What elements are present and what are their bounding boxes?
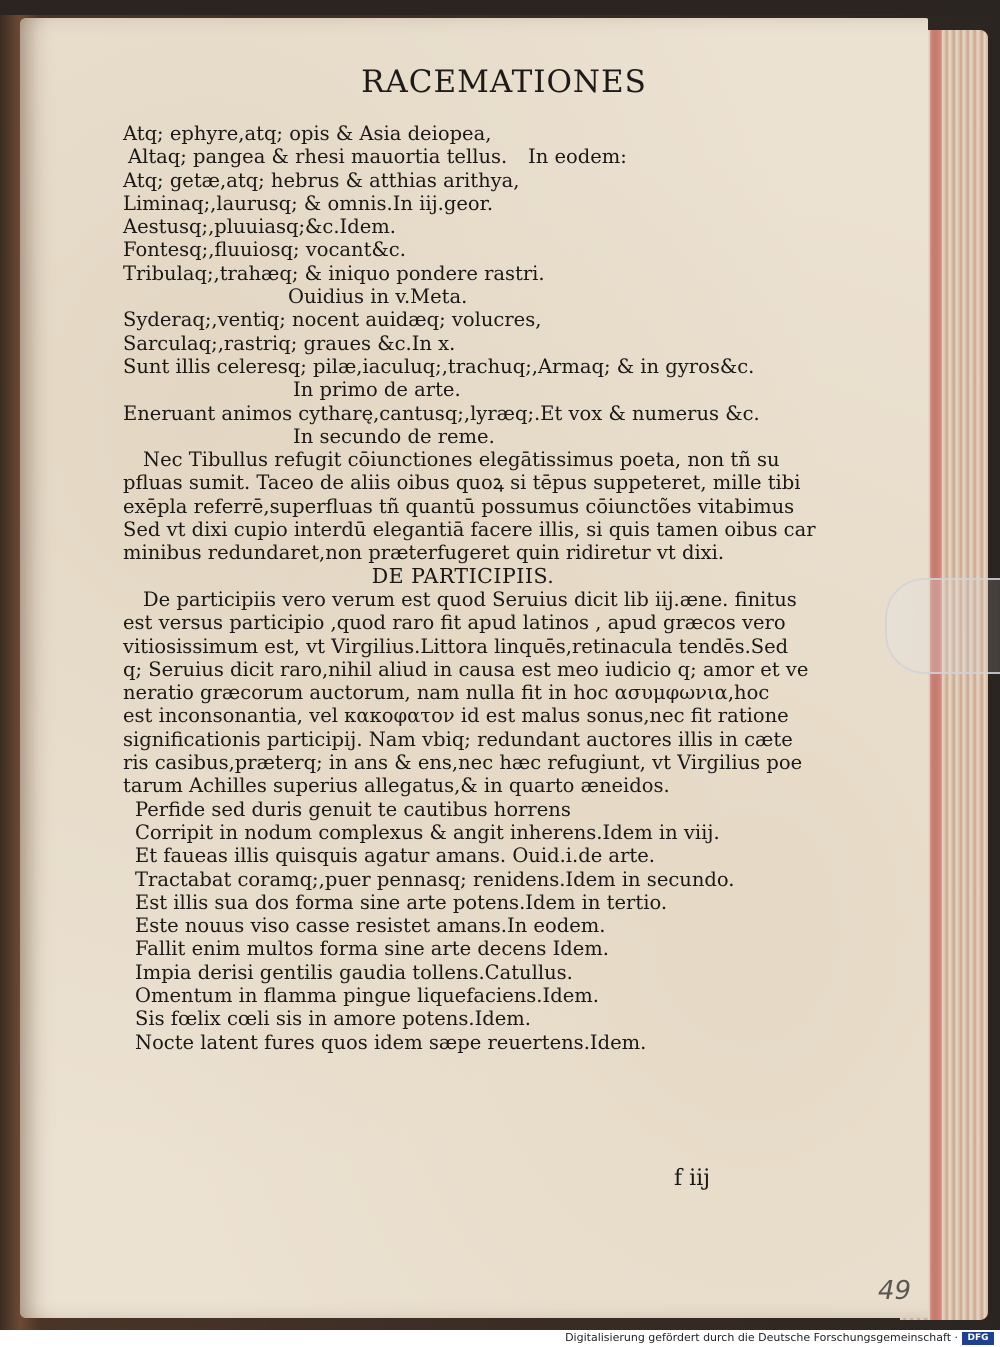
running-head (20, 64, 928, 100)
text-line (123, 704, 803, 727)
text-line-content: neratio græcorum auctorum, nam nulla fit in hoc ασυμφωνια,hoc (123, 681, 770, 705)
text-line-content: exēpla referrē,superfluas tñ quantū possumus cōiunctões vitabimus (123, 494, 795, 518)
text-line (123, 728, 803, 751)
text-line-content: DE PARTICIPIIS. (371, 563, 555, 588)
text-line (123, 681, 803, 704)
text-line (123, 1031, 803, 1054)
text-line-content: Nocte latent fures quos idem sæpe reuertens.Idem. (135, 1030, 647, 1054)
text-line (123, 914, 803, 937)
text-line-content: Liminaq;,laurusq; & omnis.In iij.geor. (123, 191, 494, 215)
text-line (123, 798, 803, 821)
text-line (123, 611, 803, 634)
text-line (123, 238, 803, 261)
text-line-content: Sed vt dixi cupio interdū elegantiā facere illis, si quis tamen oibus car (123, 518, 816, 542)
text-line-content: tarum Achilles superius allegatus,& in quarto æneidos. (123, 774, 670, 798)
text-line-content: q; Seruius dicit raro,nihil aliud in causa est meo iudicio q; amor et ve (123, 657, 809, 681)
text-line (123, 635, 803, 658)
text-line (123, 332, 803, 355)
text-line-content: In secundo de reme. (293, 424, 495, 448)
text-line-content: Atq; getæ,atq; hebrus & atthias arithya, (123, 168, 520, 192)
text-line (123, 285, 803, 308)
text-line-content: Omentum in flamma pingue liquefaciens.Idem. (135, 983, 599, 1007)
footer-credit: Digitalisierung gefördert durch die Deutsche Forschungsgemeinschaft · (565, 1331, 958, 1344)
text-line (123, 495, 803, 518)
text-line (123, 821, 803, 844)
text-line (123, 868, 803, 891)
book-page (20, 18, 928, 1318)
text-line (123, 402, 803, 425)
text-line-content: Sis fœlix cœli sis in amore potens.Idem. (135, 1007, 531, 1031)
text-line-content: Corripit in nodum complexus & angit inherens.Idem in viij. (135, 820, 720, 844)
text-line-content: Et faueas illis quisquis agatur amans. Ouid.i.de arte. (135, 844, 655, 868)
text-line-content: Tribulaq;,trahæq; & iniquo pondere rastri. (123, 261, 545, 285)
text-line-content: Aestusq;,pluuiasq;&c.Idem. (123, 215, 396, 239)
text-line (123, 471, 803, 494)
text-line (123, 774, 803, 797)
text-line (123, 215, 803, 238)
signature-mark: f iij (674, 1166, 711, 1191)
footer-bar (0, 1330, 1000, 1347)
text-line (123, 891, 803, 914)
text-line-content: Sarculaq;,rastriq; graues &c.In x. (123, 331, 456, 355)
text-line-content: est versus participio ,quod raro fit apud latinos , apud græcos vero (123, 611, 786, 635)
text-line-content: significationis participij. Nam vbiq; redundant auctores illis in cæte (123, 727, 793, 751)
text-line-content: ris casibus,præterq; in ans & ens,nec hæc refugiunt, vt Virgilius poe (123, 751, 803, 775)
text-line-content: est inconsonantia, vel κακοφατον id est malus sonus,nec fit ratione (123, 704, 789, 728)
text-line (123, 984, 803, 1007)
text-line-content: Sunt illis celeresq; pilæ,iaculuq;,trachuq;,Armaq; & in gyros&c. (123, 354, 755, 378)
page-clip (885, 578, 1000, 674)
main-text-block (123, 122, 816, 1054)
text-line (123, 122, 803, 145)
dfg-logo: DFG (962, 1332, 994, 1345)
text-line-content: Atq; ephyre,atq; opis & Asia deiopea, (123, 122, 492, 145)
text-line-content: Tractabat coramq;,puer pennasq; renidens.Idem in secundo. (135, 867, 735, 891)
text-line-content: vitiosissimum est, vt Virgilius.Littora linquēs,retinacula tendēs.Sed (123, 634, 789, 658)
text-line-content: Nec Tibullus refugit cōiunctiones elegātissimus poeta, non tñ su (143, 448, 780, 472)
text-line-content: De participiis vero verum est quod Seruius dicit lib iij.æne. finitus (143, 587, 797, 611)
text-line (123, 262, 803, 285)
text-line (123, 308, 803, 331)
text-line (123, 751, 803, 774)
text-line-content: Fallit enim multos forma sine arte decens Idem. (135, 937, 609, 961)
text-line (123, 169, 803, 192)
text-line (123, 378, 803, 401)
text-line-content: In primo de arte. (293, 378, 461, 402)
text-line-content: Fontesq;,fluuiosq; vocant&c. (123, 238, 406, 262)
marginal-reference: In eodem: (528, 145, 627, 169)
text-line (123, 448, 803, 471)
text-line (123, 518, 816, 542)
text-line-content: Altaq; pangea & rhesi mauortia tellus. (128, 145, 508, 169)
text-line-content: Est illis sua dos forma sine arte potens.Idem in tertio. (135, 890, 668, 914)
text-line (123, 145, 803, 168)
text-line (123, 355, 803, 378)
text-line-content: pfluas sumit. Taceo de aliis oibus quoꝝ si tēpus suppeteret, mille tibi (123, 471, 801, 495)
text-line-content: Eneruant animos cytharę,cantusq;,lyræq;.Et vox & numerus &c. (123, 401, 760, 425)
text-line (123, 425, 803, 448)
text-line (123, 657, 809, 681)
folio-number: 49 (878, 1276, 912, 1306)
running-head-text: RACEMATIONES (361, 64, 647, 100)
text-line (123, 1007, 803, 1030)
text-line-content: minibus redundaret,non præterfugeret quin ridiretur vt dixi. (123, 541, 725, 565)
text-line (123, 961, 803, 984)
text-line-content: Impia derisi gentilis gaudia tollens.Catullus. (135, 960, 573, 984)
text-line (123, 588, 803, 611)
text-line-content: Syderaq;,ventiq; nocent auidæq; volucres, (123, 308, 542, 332)
text-line (123, 844, 803, 867)
red-page-edge (930, 30, 942, 1320)
text-line (123, 937, 803, 960)
text-line (123, 192, 803, 215)
text-line-content: Perfide sed duris genuit te cautibus horrens (135, 797, 571, 821)
section-heading (123, 565, 803, 588)
text-line-content: Ouidius in v.Meta. (288, 285, 468, 309)
text-line-content: Este nouus viso casse resistet amans.In eodem. (135, 914, 606, 938)
text-line (123, 541, 803, 564)
